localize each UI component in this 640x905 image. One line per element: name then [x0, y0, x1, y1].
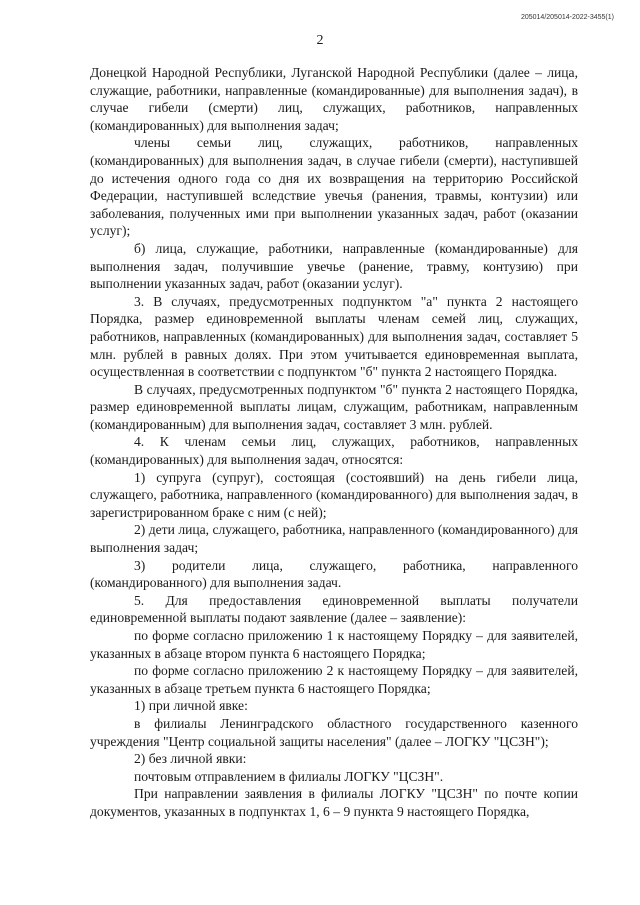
body-text — [90, 64, 578, 821]
paragraph: 3) родители лица, служащего, работника, направленного (командированного) для выполнения задач. — [90, 557, 578, 591]
paragraph: В случаях, предусмотренных подпунктом "б" пункта 2 настоящего Порядка, размер единовременной выплаты лицам, служащим, работникам, направленным (командированным) для выполнения задач, составляет 3 млн. рублей. — [90, 381, 578, 432]
paragraph: в филиалы Ленинградского областного государственного казенного учреждения "Центр социальной защиты населения" (далее – ЛОГКУ "ЦСЗН"); — [90, 715, 578, 749]
paragraph: 1) при личной явке: — [134, 698, 248, 714]
paragraph: 5. Для предоставления единовременной выплаты получатели единовременной выплаты подают заявление (далее – заявление): — [90, 592, 578, 626]
paragraph: члены семьи лиц, служащих, работников, направленных (командированных) для выполнения задач, в случае гибели (смерти), наступившей до истечения одного года со дня их возвращения на территорию Российской Федерации, наступившей вследствие увечья (ранения, травмы, контузии) или заболевания, полученных ими при выполнении указанных задач, работ (оказании услуг); — [90, 135, 578, 239]
paragraph: 1) супруга (супруг), состоящая (состоявший) на день гибели лица, служащего, работника, направленного (командированного) для выполнения задач, в зарегистрированном браке с ним (с ней); — [90, 469, 578, 520]
paragraph: 4. К членам семьи лиц, служащих, работников, направленных (командированных) для выполнения задач, относятся: — [90, 434, 578, 468]
paragraph: 2) дети лица, служащего, работника, направленного (командированного) для выполнения задач; — [90, 522, 578, 556]
page-number: 2 — [316, 33, 324, 48]
paragraph: б) лица, служащие, работники, направленные (командированные) для выполнения задач, получившие увечье (ранение, травму, контузию) при выполнении указанных задач, работ (оказании услуг). — [90, 240, 578, 292]
paragraph: почтовым отправлением в филиалы ЛОГКУ "ЦСЗН". — [134, 768, 444, 784]
paragraph: по форме согласно приложению 1 к настоящему Порядку – для заявителей, указанных в абзаце втором пункта 6 настоящего Порядка; — [90, 628, 578, 661]
document-id: 205014/205014-2022-3455(1) — [520, 14, 614, 21]
paragraph: 2) без личной явки: — [134, 751, 247, 767]
paragraph: При направлении заявления в филиалы ЛОГКУ "ЦСЗН" по почте копии документов, указанных в подпунктах 1, 6 – 9 пункта 9 настоящего Порядка, — [90, 786, 578, 819]
paragraph: 3. В случаях, предусмотренных подпунктом "а" пункта 2 настоящего Порядка, размер единовременной выплаты членам семей лиц, служащих, работников, направленных (командированных) для выполнения задач, составляет 5 млн. рублей в равных долях. При этом учитывается единовременная выплата, осуществленная в соответствии с подпунктом "б" пункта 2 настоящего Порядка. — [90, 293, 578, 380]
paragraph: по форме согласно приложению 2 к настоящему Порядку – для заявителей, указанных в абзаце третьем пункта 6 настоящего Порядка; — [90, 663, 578, 696]
paragraph: Донецкой Народной Республики, Луганской Народной Республики (далее – лица, служащие, работники, направленные (командированные) для выполнения задач), в случае гибели (смерти) лиц, служащих, работников, направленных (командированных) для выполнения задач; — [90, 65, 578, 133]
